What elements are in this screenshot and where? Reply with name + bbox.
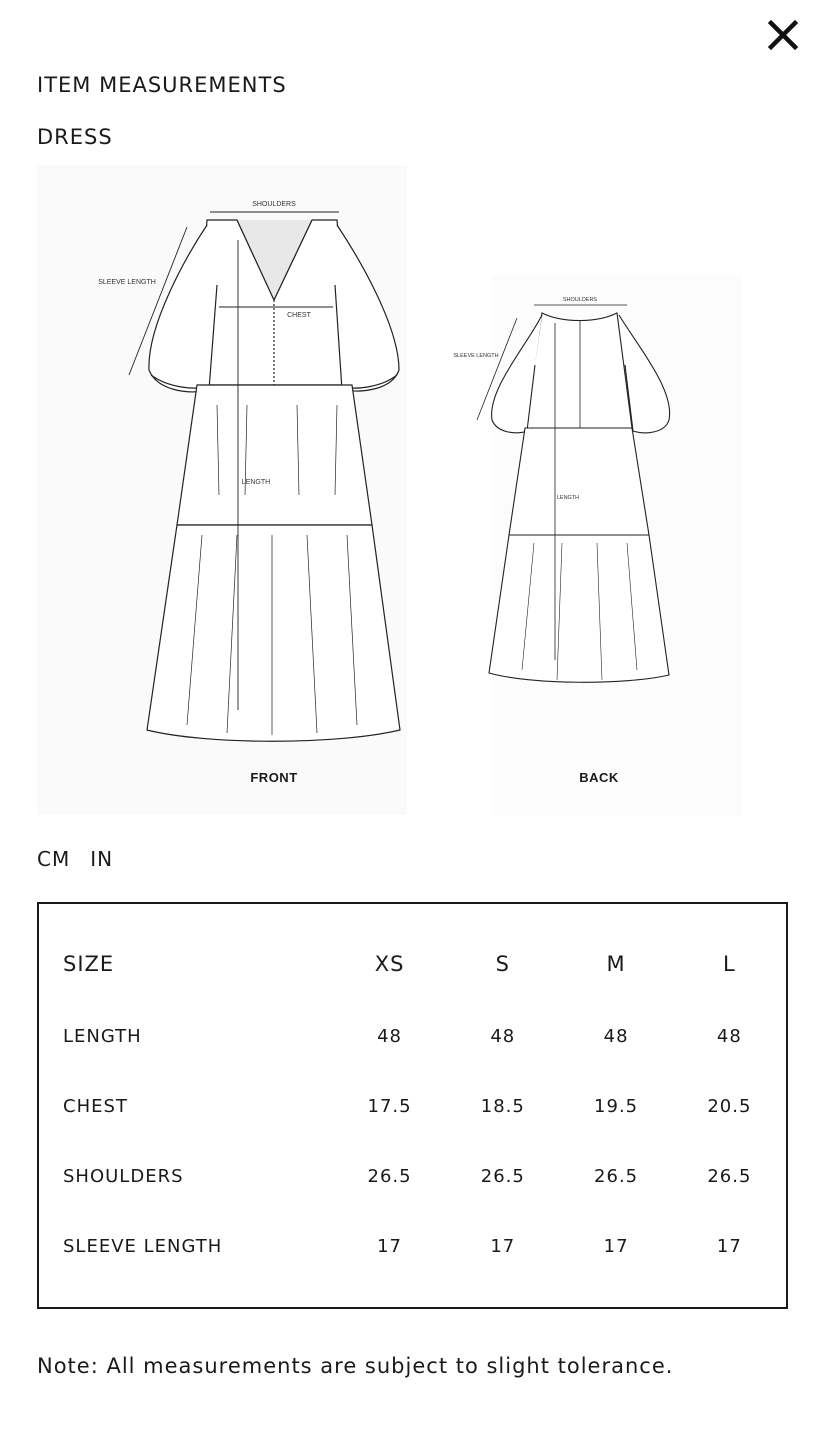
dress-sketch bbox=[37, 165, 787, 815]
table-cell: 26.5 bbox=[367, 1165, 412, 1187]
table-cell: 26.5 bbox=[594, 1165, 639, 1187]
product-type: DRESS bbox=[37, 125, 113, 149]
front-length-label: LENGTH bbox=[241, 479, 271, 486]
size-chart bbox=[37, 902, 788, 1309]
table-header-cell: L bbox=[723, 951, 736, 976]
back-dress-drawing bbox=[489, 313, 670, 682]
row-label: SHOULDERS bbox=[63, 1165, 184, 1187]
table-cell: 20.5 bbox=[707, 1095, 752, 1117]
front-sleeve-length-label: SLEEVE LENGTH bbox=[98, 279, 156, 286]
table-row bbox=[63, 1141, 786, 1211]
table-header-row bbox=[63, 926, 786, 1001]
table-cell: 48 bbox=[603, 1025, 629, 1047]
unit-cm-toggle[interactable]: CM bbox=[37, 847, 71, 871]
tolerance-note: Note: All measurements are subject to slight tolerance. bbox=[37, 1354, 674, 1378]
table-cell: 48 bbox=[490, 1025, 516, 1047]
table-cell: 17 bbox=[716, 1235, 742, 1257]
row-label: SLEEVE LENGTH bbox=[63, 1235, 223, 1257]
table-cell: 17 bbox=[377, 1235, 402, 1257]
table-cell: 17 bbox=[490, 1235, 516, 1257]
size-table bbox=[63, 926, 786, 1281]
table-cell: 17.5 bbox=[367, 1095, 412, 1117]
back-length-label: LENGTH bbox=[556, 495, 580, 501]
table-header-cell: M bbox=[606, 951, 626, 976]
front-shoulders-label: SHOULDERS bbox=[252, 201, 296, 208]
table-cell: 26.5 bbox=[480, 1165, 525, 1187]
table-cell: 26.5 bbox=[707, 1165, 752, 1187]
front-chest-label: CHEST bbox=[287, 312, 311, 319]
table-cell: 48 bbox=[716, 1025, 742, 1047]
back-caption: BACK bbox=[579, 770, 619, 785]
row-label: LENGTH bbox=[63, 1025, 142, 1047]
table-cell: 17 bbox=[603, 1235, 629, 1257]
back-sleeve-length-label: SLEEVE LENGTH bbox=[453, 353, 499, 359]
table-row bbox=[63, 1071, 786, 1141]
table-header-cell: S bbox=[495, 951, 510, 976]
row-label: CHEST bbox=[63, 1095, 128, 1117]
unit-toggle bbox=[37, 847, 113, 871]
front-caption: FRONT bbox=[250, 770, 298, 785]
measurement-diagram bbox=[37, 165, 787, 815]
table-header-cell: SIZE bbox=[63, 951, 115, 976]
unit-in-toggle[interactable]: IN bbox=[90, 847, 114, 871]
close-button[interactable] bbox=[764, 16, 802, 54]
table-row bbox=[63, 1211, 786, 1281]
front-dress-drawing bbox=[147, 220, 400, 741]
back-shoulders-label: SHOULDERS bbox=[562, 297, 598, 303]
table-cell: 19.5 bbox=[594, 1095, 639, 1117]
table-header-cell: XS bbox=[374, 951, 405, 976]
table-cell: 48 bbox=[377, 1025, 402, 1047]
page-title: ITEM MEASUREMENTS bbox=[37, 73, 287, 97]
table-cell: 18.5 bbox=[480, 1095, 525, 1117]
close-icon bbox=[764, 16, 802, 54]
table-row bbox=[63, 1001, 786, 1071]
